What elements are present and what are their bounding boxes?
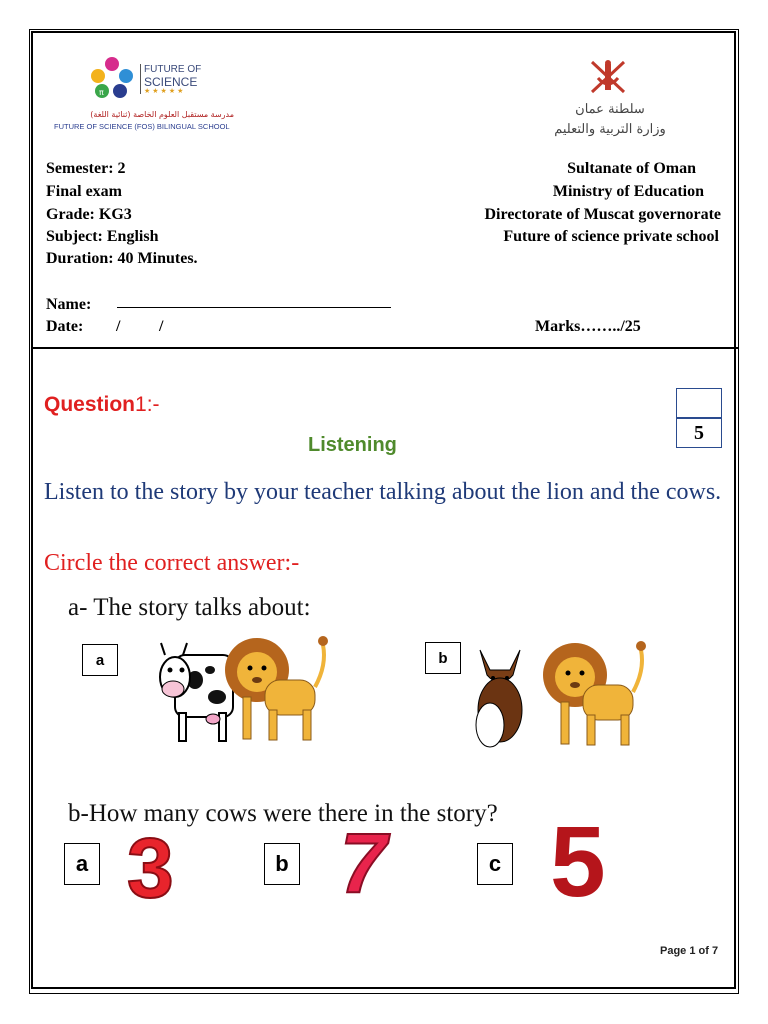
date-separator-1: /	[116, 318, 121, 335]
part-b-option-a[interactable]: a	[64, 843, 100, 885]
part-b-option-b[interactable]: b	[264, 843, 300, 885]
page-mid: of	[695, 945, 712, 957]
question-number: 1:-	[135, 393, 160, 416]
name-label: Name:	[46, 296, 92, 313]
page-number	[660, 945, 718, 957]
duration: Duration: 40 Minutes.	[46, 250, 198, 267]
name-field[interactable]	[117, 307, 391, 308]
part-b-question: b-How many cows were there in the story?	[68, 800, 498, 827]
question-word: Question	[44, 393, 136, 416]
part-b-option-c[interactable]: c	[477, 843, 513, 885]
header-divider	[31, 347, 738, 349]
score-box-total: 5	[676, 418, 722, 448]
subject: Subject: English	[46, 228, 159, 245]
directorate: Directorate of Muscat governorate	[484, 206, 721, 223]
date-separator-2: /	[159, 318, 164, 335]
brand-stars: ★★★★★	[144, 87, 186, 95]
instruction-text: Listen to the story by your teacher talking about the lion and the cows.	[44, 479, 722, 505]
exam-type: Final exam	[46, 183, 122, 200]
number-five-answer[interactable]: 5	[550, 806, 606, 918]
part-a-option-a[interactable]: a	[82, 644, 118, 676]
brand-line2: SCIENCE	[144, 75, 198, 89]
score-box-blank[interactable]	[676, 388, 722, 418]
circle-instruction: Circle the correct answer:-	[44, 550, 300, 576]
date-label: Date:	[46, 318, 84, 335]
ministry-arabic-line1: سلطنة عمان	[575, 102, 645, 117]
page-total: 7	[711, 945, 719, 957]
semester: Semester: 2	[46, 160, 126, 177]
svg-text:π: π	[99, 88, 104, 97]
country: Sultanate of Oman	[567, 160, 696, 177]
school-english-name: FUTURE OF SCIENCE (FOS) BILINGUAL SCHOOL	[54, 122, 230, 131]
marks-total: Marks……../25	[535, 318, 641, 335]
question-title	[44, 393, 160, 417]
ministry-arabic-line2: وزارة التربية والتعليم	[554, 122, 666, 137]
oman-emblem-icon	[586, 56, 630, 100]
grade: Grade: KG3	[46, 206, 132, 223]
cow-and-lion-illustration[interactable]	[155, 625, 335, 750]
logo-divider	[140, 64, 141, 94]
lion-icon	[543, 641, 646, 745]
number-seven-answer[interactable]: 7	[340, 816, 387, 910]
school-name: Future of science private school	[503, 228, 719, 245]
fox-icon	[476, 650, 522, 747]
number-three-answer[interactable]: 3	[127, 821, 174, 915]
page-current: 1	[689, 945, 696, 957]
section-title: Listening	[308, 434, 397, 456]
part-a-option-b[interactable]: b	[425, 642, 461, 674]
part-a-question: a- The story talks about:	[68, 594, 311, 621]
cow-icon	[160, 643, 233, 741]
page-prefix: Page	[660, 945, 690, 957]
brand-line1: FUTURE OF	[144, 64, 202, 75]
fox-and-lion-illustration[interactable]	[465, 630, 650, 755]
lion-icon	[225, 636, 328, 740]
ministry: Ministry of Education	[552, 183, 704, 200]
school-arabic-name: مدرسة مستقبل العلوم الخاصة (ثنائية اللغة)	[90, 110, 234, 119]
school-logo-icon	[86, 56, 138, 102]
